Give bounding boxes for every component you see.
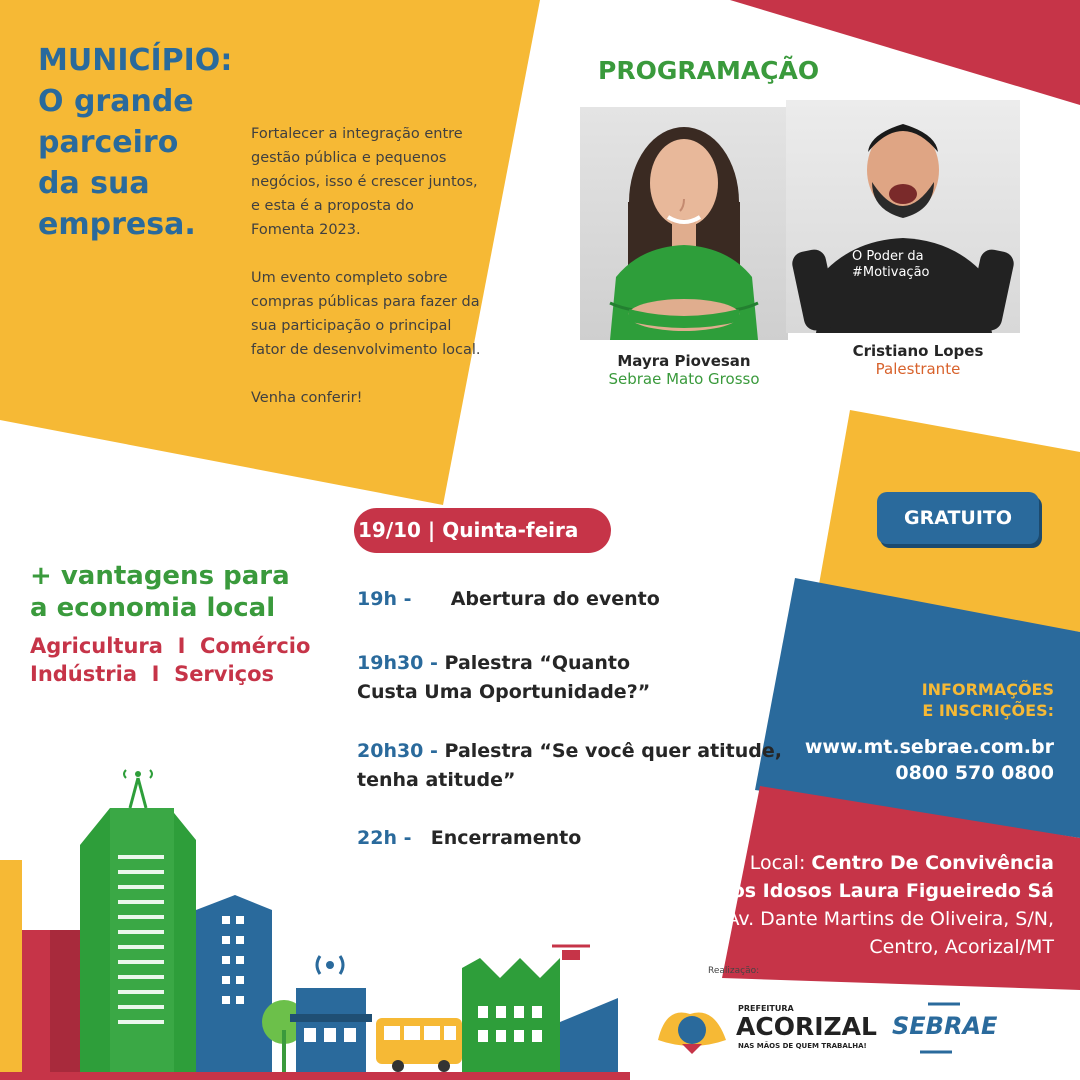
schedule-description: Palestra “Quanto (444, 652, 631, 674)
speaker-card-cristiano (800, 342, 1036, 378)
sebrae-logo (890, 1000, 998, 1056)
red-top-right-stripe (730, 0, 1080, 105)
advantages-line: a economia local (30, 593, 276, 623)
schedule-time: 19h - (357, 588, 412, 610)
person-illustration (786, 100, 1020, 333)
gratuito-badge: GRATUITO (877, 492, 1039, 544)
shirt-text: #Motivação (852, 265, 930, 280)
schedule-description: Abertura do evento (450, 588, 660, 610)
contact-info (805, 734, 1054, 786)
intro-paragraph: Venha conferir! (251, 390, 363, 406)
website-link[interactable]: www.mt.sebrae.com.br (804, 736, 1054, 758)
drone-icon (552, 946, 590, 960)
advantages-title (30, 560, 290, 624)
shirt-text: O Poder da (852, 249, 924, 264)
realizacao-label: Realização: (708, 966, 760, 976)
event-location (716, 849, 1054, 961)
local-label: Local: (749, 852, 806, 874)
schedule-description: Palestra “Se você quer atitude, (444, 740, 782, 762)
venue-name: Dos Idosos Laura Figueiredo Sá (715, 880, 1054, 902)
prefeitura-label: PREFEITURA (738, 1004, 794, 1013)
schedule-description: tenha atitude” (357, 769, 516, 791)
intro-paragraph: Fortalecer a integração entre gestão pública e pequenos negócios, isso é crescer juntos, e esta é a proposta do Fomenta 2023. (251, 126, 478, 238)
bus (376, 1018, 462, 1064)
schedule-item (357, 649, 650, 707)
intro-text (251, 122, 481, 434)
signal-icon (317, 956, 343, 974)
city-illustration (0, 760, 630, 1080)
speaker-role: Sebrae Mato Grosso (608, 370, 760, 388)
sectors-list (30, 632, 310, 688)
info-title (922, 679, 1054, 721)
address-line: Centro, Acorizal/MT (869, 936, 1054, 958)
speaker-photo-cristiano (786, 100, 1020, 333)
headline-line: empresa. (38, 207, 196, 242)
person-illustration (580, 107, 788, 340)
schedule-time: 22h - (357, 827, 412, 849)
info-title-line: E INSCRIÇÕES: (922, 701, 1054, 720)
schedule-description: Encerramento (430, 827, 582, 849)
headline-line: da sua (38, 166, 150, 201)
acorizal-emblem-icon (652, 1000, 732, 1056)
headline-line: O grande (38, 84, 194, 119)
schedule-description: Custa Uma Oportunidade?” (357, 681, 651, 703)
schedule-item (357, 585, 660, 614)
sebrae-wordmark: SEBRAE (892, 1012, 998, 1040)
schedule-time: 20h30 - (357, 740, 438, 762)
acorizal-logo (652, 1000, 877, 1056)
yellow-building (0, 860, 22, 1080)
blue-building (196, 895, 272, 1080)
ground-stripe (0, 1072, 630, 1080)
sectors-line: Agricultura I Comércio (30, 634, 311, 658)
schedule-time: 19h30 - (357, 652, 438, 674)
speaker-name: Cristiano Lopes (852, 342, 984, 360)
headline (38, 40, 278, 245)
headline-line: parceiro (38, 125, 179, 160)
antenna-icon (124, 770, 152, 808)
speaker-name: Mayra Piovesan (617, 352, 751, 370)
sectors-line: Indústria I Serviços (30, 662, 275, 686)
speaker-role: Palestrante (875, 360, 961, 378)
venue-name: Centro De Convivência (811, 852, 1054, 874)
date-pill: 19/10 | Quinta-feira (354, 508, 611, 553)
phone-number[interactable]: 0800 570 0800 (895, 762, 1054, 784)
acorizal-wordmark: ACORIZAL (736, 1012, 877, 1041)
advantages-line: + vantagens para (30, 561, 290, 591)
speaker-card-mayra (580, 352, 788, 388)
address-line: Av. Dante Martins de Oliveira, S/N, (726, 908, 1054, 930)
intro-paragraph: Um evento completo sobre compras públicas para fazer da sua participação o principal fator de desenvolvimento local. (251, 270, 481, 358)
factory-building (462, 958, 560, 1080)
headline-line: MUNICÍPIO: (38, 43, 233, 78)
programacao-title: PROGRAMAÇÃO (598, 56, 820, 85)
info-title-line: INFORMAÇÕES (921, 680, 1054, 699)
blue-block (560, 998, 618, 1080)
speaker-photo-mayra (580, 107, 788, 340)
acorizal-slogan: NAS MÃOS DE QUEM TRABALHA! (738, 1042, 867, 1050)
